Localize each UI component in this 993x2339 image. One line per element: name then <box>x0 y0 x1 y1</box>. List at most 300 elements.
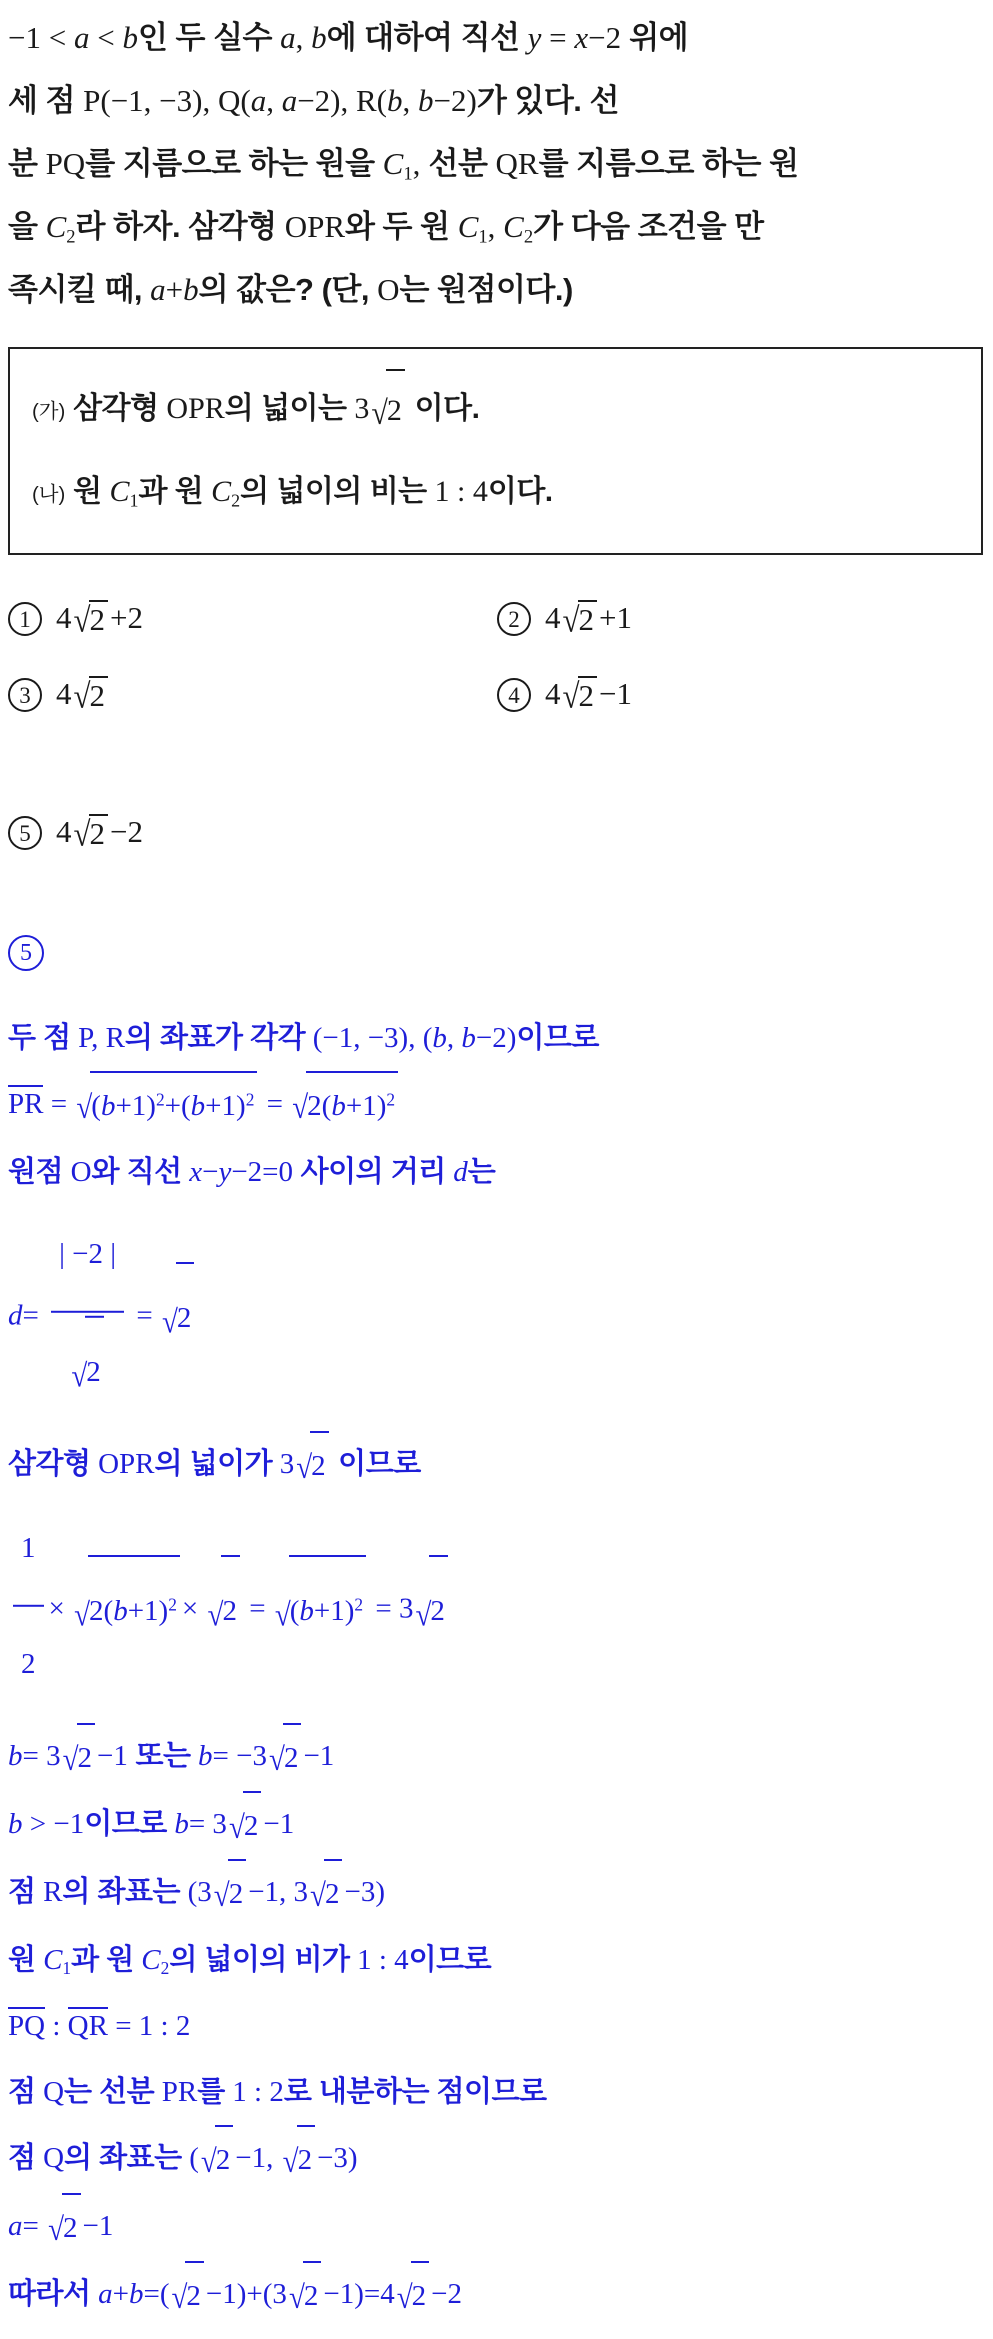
math-text: R <box>43 1876 63 1908</box>
radical-sign: √ <box>73 600 91 640</box>
text-line <box>8 1005 987 1071</box>
korean-text: 로 내분하는 점이므로 <box>283 2076 547 2108</box>
radical-sign: √ <box>161 1304 178 1341</box>
radicand <box>429 1555 448 1665</box>
choice-1-digit: 1 <box>19 606 31 632</box>
math-text: 2 <box>89 678 106 713</box>
radicand <box>89 814 109 852</box>
math-text: = <box>129 1299 160 1332</box>
math-text: = <box>259 1088 291 1120</box>
math-text: +1) <box>313 1594 355 1627</box>
correct-answer-digit: 5 <box>20 940 32 966</box>
math-text: OPR <box>98 1448 155 1480</box>
math-variable: d <box>8 1299 23 1332</box>
radical-sign: √ <box>207 1597 224 1634</box>
text-line <box>8 2059 987 2125</box>
math-text: 2 <box>243 1810 259 1842</box>
choice-5-expression <box>56 814 143 852</box>
korean-text: 와 두 원 <box>345 209 458 244</box>
sqrt-radical <box>171 2261 203 2329</box>
math-text: 2 <box>311 1450 326 1482</box>
math-text: 2 <box>186 2280 201 2312</box>
sqrt-radical <box>289 2261 321 2329</box>
numerator <box>51 1200 124 1313</box>
math-text: +2 <box>110 600 143 635</box>
math-text: 2 <box>21 1647 36 1680</box>
math-text: P, R <box>78 1022 125 1054</box>
sqrt-radical <box>415 1555 447 1665</box>
math-text: , <box>266 83 282 118</box>
math-text: −1)+(3 <box>205 2278 287 2310</box>
math-variable: b <box>299 1594 314 1627</box>
radicand <box>243 1791 262 1859</box>
korean-text: 가 다음 조건을 만 <box>533 209 764 244</box>
sqrt-radical <box>269 1723 301 1791</box>
radical-sign: √ <box>228 1810 245 1846</box>
math-text: : <box>45 2010 68 2042</box>
choice-5 <box>8 795 987 871</box>
choice-3 <box>8 657 497 733</box>
korean-text: 의 넓이의 비는 <box>240 475 435 508</box>
korean-text: 이므로 <box>408 1944 492 1976</box>
math-text: QR <box>67 2010 108 2042</box>
korean-text: 원점 <box>8 1156 71 1188</box>
math-text: 2 <box>578 602 595 637</box>
text-line <box>8 195 987 258</box>
overline-segment <box>8 1085 43 1119</box>
radicand <box>411 2261 430 2329</box>
radical-sign: √ <box>269 1742 285 1778</box>
radicand <box>90 1071 257 1139</box>
radicand <box>578 676 598 714</box>
text-line <box>32 369 967 452</box>
superscript: 2 <box>168 1594 177 1615</box>
answer-section <box>8 935 987 979</box>
radical-sign: √ <box>396 2280 413 2316</box>
text-line <box>8 1791 987 1859</box>
radicand <box>578 600 598 638</box>
korean-text: 분 <box>8 146 46 181</box>
korean-text: 또는 <box>127 1740 199 1772</box>
text-line <box>8 1723 987 1791</box>
math-text: 2 <box>430 1594 445 1627</box>
subscript: 1 <box>129 490 139 511</box>
choice-1 <box>8 581 497 657</box>
korean-text: 세 점 <box>8 83 84 118</box>
choice-1-number <box>8 602 42 636</box>
math-variable: b <box>174 1808 189 1840</box>
math-text: −1, <box>235 2142 281 2174</box>
korean-text: 점 <box>8 1876 44 1908</box>
math-variable: y <box>527 20 542 55</box>
radicand <box>303 2261 322 2329</box>
math-variable: b <box>190 1090 206 1122</box>
math-text: −1 <box>263 1808 295 1840</box>
math-text: 1 : 4 <box>434 475 488 508</box>
math-text: PQ <box>8 2010 46 2042</box>
radical-sign: √ <box>200 2144 217 2180</box>
radical-sign: √ <box>282 2144 299 2180</box>
math-variable: b <box>8 1808 23 1840</box>
radicand <box>289 1555 366 1665</box>
choice-5-digit: 5 <box>19 820 31 846</box>
math-text: −2), R( <box>297 83 388 118</box>
radical-sign: √ <box>48 2212 65 2248</box>
korean-text: 삼각형 <box>8 1448 99 1480</box>
math-text: = 3 <box>22 1740 61 1772</box>
superscript: 2 <box>354 1594 364 1615</box>
math-text: 2 <box>303 2280 319 2312</box>
math-variable: a <box>98 2278 113 2310</box>
choice-3-digit: 3 <box>19 682 31 708</box>
sqrt-radical <box>201 2125 233 2193</box>
math-text: −3) <box>344 1876 385 1908</box>
sqrt-radical <box>310 1859 342 1927</box>
fraction <box>13 1494 44 1718</box>
radicand <box>176 1262 195 1372</box>
korean-text: 는 원점이다.) <box>399 272 573 307</box>
math-text: < <box>89 20 123 55</box>
korean-text: 를 지름으로 하는 원을 <box>85 146 383 181</box>
radicand <box>310 1431 329 1499</box>
radicand <box>306 1071 398 1139</box>
choice-1-expression <box>56 600 143 638</box>
korean-text: 선분 <box>420 146 496 181</box>
math-text: −1 <box>97 1740 128 1772</box>
problem-statement <box>8 6 987 321</box>
korean-text: 라 하자. 삼각형 <box>75 209 285 244</box>
text-line <box>32 452 967 535</box>
math-text: 2( <box>89 1594 114 1627</box>
sqrt-radical <box>283 2125 315 2193</box>
korean-text: 원 <box>8 1944 44 1976</box>
math-text: O <box>70 1156 92 1188</box>
math-text: +1 <box>599 600 632 635</box>
math-text: = <box>22 1299 47 1332</box>
text-line <box>8 6 987 69</box>
math-text: 2 <box>228 1878 244 1910</box>
fraction <box>51 1200 124 1426</box>
math-text: ( <box>189 2142 199 2174</box>
math-text: = 3 <box>188 1808 227 1840</box>
korean-text: 의 넓이가 <box>154 1448 280 1480</box>
radicand <box>324 1859 343 1927</box>
math-text: = <box>241 1592 273 1625</box>
text-line <box>8 132 987 195</box>
math-variable: C <box>141 1944 161 1976</box>
korean-text: 의 넓이는 <box>224 392 355 425</box>
radical-sign: √ <box>415 1597 432 1634</box>
math-text: 3 <box>279 1448 295 1480</box>
math-variable: b <box>183 272 199 307</box>
math-text: QR <box>495 146 539 181</box>
math-text: O <box>377 272 400 307</box>
math-text: 4 <box>56 600 72 635</box>
math-text: | −2 | <box>59 1237 117 1270</box>
korean-text: 이다. <box>487 475 553 508</box>
subscript: 1 <box>403 163 413 185</box>
math-text: = 3 <box>368 1592 414 1625</box>
math-variable: b <box>128 2278 144 2310</box>
text-line <box>8 1205 987 1431</box>
math-text: 4 <box>545 676 561 711</box>
korean-text: 를 <box>197 2076 233 2108</box>
choice-4-expression <box>545 676 632 714</box>
math-text: , <box>402 83 419 118</box>
radical-sign: √ <box>292 1090 309 1126</box>
math-text: > −1 <box>22 1808 85 1840</box>
text-line <box>8 69 987 132</box>
korean-text: 이므로 <box>330 1448 421 1480</box>
math-text: × <box>48 1592 73 1625</box>
math-text: (3 <box>187 1876 212 1908</box>
sqrt-radical <box>292 1071 398 1139</box>
radical-sign: √ <box>562 676 580 716</box>
math-variable: b <box>387 83 403 118</box>
choice-2-digit: 2 <box>508 606 520 632</box>
math-text: 2 <box>324 1878 340 1910</box>
math-variable: a <box>280 20 296 55</box>
math-text: 4 <box>545 600 561 635</box>
math-text: = 1 : 2 <box>107 2010 191 2042</box>
math-variable: C <box>382 146 404 181</box>
radical-sign: √ <box>310 1878 326 1914</box>
radicand <box>185 2261 204 2329</box>
korean-text: 두 점 <box>8 1022 79 1054</box>
choice-4-number <box>497 678 531 712</box>
sqrt-radical <box>63 1723 95 1791</box>
math-variable: C <box>45 209 67 244</box>
solution-text <box>8 1005 987 2329</box>
korean-text: 이다. <box>406 392 480 425</box>
radicand <box>77 1723 96 1791</box>
korean-text: 족시킬 때, <box>8 272 151 307</box>
math-text: 2 <box>215 2144 231 2176</box>
math-text: 4 <box>56 676 72 711</box>
sqrt-radical <box>74 814 109 852</box>
math-text: OPR <box>284 209 345 244</box>
math-text: Q <box>43 2076 65 2108</box>
math-variable: a <box>73 20 90 55</box>
choice-2-expression <box>545 600 632 638</box>
math-text: +1) <box>127 1594 169 1627</box>
math-variable: a <box>250 83 267 118</box>
math-text: − <box>202 1156 219 1188</box>
text-line <box>8 2125 987 2193</box>
choice-2-number <box>497 602 531 636</box>
korean-text: 삼각형 <box>65 392 167 425</box>
radical-sign: √ <box>288 2280 305 2316</box>
math-text: , <box>446 1022 462 1054</box>
math-text: −2 <box>110 814 143 849</box>
math-variable: b <box>122 20 138 55</box>
math-text: −2) <box>475 1022 517 1054</box>
sqrt-radical <box>296 1431 328 1499</box>
korean-text: 점 <box>8 2142 44 2174</box>
choice-2 <box>497 581 987 657</box>
text-line <box>8 1431 987 1499</box>
math-text: −1, 3 <box>248 1876 309 1908</box>
condition-label: (가) <box>32 401 66 423</box>
sqrt-radical <box>162 1262 194 1372</box>
superscript: 2 <box>155 1089 165 1110</box>
text-line <box>8 258 987 321</box>
math-text: = <box>43 1088 75 1120</box>
radical-sign: √ <box>562 600 580 640</box>
math-variable: b <box>311 20 327 55</box>
sqrt-radical <box>563 676 598 714</box>
korean-text: 을 <box>8 209 46 244</box>
math-text: 2 <box>411 2280 427 2312</box>
math-variable: a <box>8 2210 23 2242</box>
radicand <box>89 600 109 638</box>
radicand <box>88 1555 180 1665</box>
math-text: +( <box>164 1090 191 1122</box>
math-variable: C <box>457 209 479 244</box>
math-text: −1 <box>82 2210 114 2242</box>
korean-text: 의 좌표는 <box>64 2142 190 2174</box>
math-variable: b <box>461 1022 476 1054</box>
korean-text: 위에 <box>621 20 689 55</box>
math-text: −1)=4 <box>323 2278 395 2310</box>
math-variable: C <box>109 475 130 508</box>
korean-text: 의 좌표는 <box>62 1876 188 1908</box>
korean-text: 를 지름으로 하는 원 <box>538 146 799 181</box>
math-text: 2 <box>63 2212 78 2244</box>
radical-sign: √ <box>274 1597 291 1634</box>
math-text: , <box>487 209 504 244</box>
math-variable: b <box>100 1090 116 1122</box>
problem-text <box>8 6 987 321</box>
radicand <box>228 1859 247 1927</box>
sqrt-radical <box>74 676 109 714</box>
math-text: 2 <box>86 1355 101 1388</box>
math-text: (−1, −3), ( <box>312 1022 433 1054</box>
math-variable: x <box>189 1156 203 1188</box>
radical-sign: √ <box>213 1878 230 1914</box>
radical-sign: √ <box>371 394 388 432</box>
sqrt-radical <box>214 1859 246 1927</box>
sqrt-radical <box>563 600 598 638</box>
math-text: +1) <box>345 1090 387 1122</box>
math-variable: d <box>453 1156 468 1188</box>
radical-sign: √ <box>74 1597 91 1634</box>
korean-text: 사이의 거리 <box>293 1156 454 1188</box>
math-text: 2 <box>89 816 106 851</box>
radicand <box>283 1723 302 1791</box>
choice-3-expression <box>56 676 110 714</box>
subscript: 1 <box>62 1958 72 1979</box>
math-text: , <box>412 146 421 181</box>
choice-3-number <box>8 678 42 712</box>
math-variable: C <box>43 1944 63 1976</box>
overline-segment <box>68 2007 108 2041</box>
radicand <box>297 2125 316 2193</box>
math-text: + <box>112 2278 129 2310</box>
korean-text: 원 <box>65 475 110 508</box>
subscript: 2 <box>160 1958 170 1979</box>
sqrt-radical <box>397 2261 429 2329</box>
choice-4 <box>497 657 987 733</box>
math-text: PQ <box>45 146 86 181</box>
sqrt-radical <box>74 1555 180 1665</box>
korean-text: 에 대하여 직선 <box>326 20 528 55</box>
sqrt-radical <box>76 1071 257 1139</box>
math-text: −1 <box>303 1740 335 1772</box>
math-variable: b <box>8 1740 23 1772</box>
math-variable: b <box>331 1090 346 1122</box>
sqrt-radical <box>74 600 109 638</box>
math-text: 1 : 4 <box>357 1944 409 1976</box>
solution <box>8 1005 987 2329</box>
math-text: −2) <box>433 83 477 118</box>
korean-text: 와 직선 <box>91 1156 190 1188</box>
korean-text: 이므로 <box>84 1808 175 1840</box>
math-text: PR <box>161 2076 198 2108</box>
radical-sign: √ <box>73 814 91 854</box>
condition-label: (나) <box>32 484 66 506</box>
denominator <box>13 1607 44 1718</box>
math-variable: a <box>281 83 298 118</box>
math-text: 2 <box>386 394 402 427</box>
math-text: PR <box>8 1088 44 1120</box>
math-text: Q <box>43 2142 65 2174</box>
math-text: −1 < <box>8 20 74 55</box>
math-text: 2 <box>222 1594 237 1627</box>
math-text: + <box>165 272 184 307</box>
math-text: ( <box>91 1090 101 1122</box>
condition-box <box>8 347 983 555</box>
text-line <box>8 2193 987 2261</box>
math-text: ( <box>289 1594 300 1627</box>
math-text: −1 <box>599 676 632 711</box>
radicand <box>62 2193 81 2261</box>
subscript: 1 <box>478 226 488 248</box>
korean-text: 의 넓이의 비가 <box>169 1944 358 1976</box>
math-text: 2 <box>77 1742 93 1774</box>
korean-text: 과 원 <box>138 475 212 508</box>
text-line <box>8 1071 987 1139</box>
sqrt-radical <box>208 1555 240 1665</box>
korean-text: 과 원 <box>71 1944 142 1976</box>
korean-text: 는 선분 <box>64 2076 162 2108</box>
radicand <box>89 676 109 714</box>
choice-5-number <box>8 816 42 850</box>
radical-sign: √ <box>296 1450 313 1486</box>
correct-answer-mark <box>8 935 44 971</box>
choice-4-digit: 4 <box>508 682 520 708</box>
math-variable: b <box>113 1594 128 1627</box>
korean-text: 점 <box>8 2076 44 2108</box>
math-text: OPR <box>166 392 225 425</box>
math-text: 2 <box>89 602 106 637</box>
radicand <box>386 369 405 451</box>
math-text: 1 : 2 <box>232 2076 284 2108</box>
radical-sign: √ <box>76 1090 93 1126</box>
math-text: −2 <box>588 20 622 55</box>
math-variable: b <box>432 1022 447 1054</box>
sqrt-radical <box>48 2193 80 2261</box>
math-variable: b <box>198 1740 213 1772</box>
math-variable: y <box>218 1156 232 1188</box>
overline-segment <box>8 2007 45 2041</box>
korean-text: 이므로 <box>516 1022 599 1054</box>
math-variable: C <box>503 209 524 244</box>
math-text: 2 <box>578 678 595 713</box>
math-text: 2 <box>176 1301 192 1334</box>
radical-sign: √ <box>171 2280 188 2316</box>
radical-sign: √ <box>71 1358 88 1395</box>
